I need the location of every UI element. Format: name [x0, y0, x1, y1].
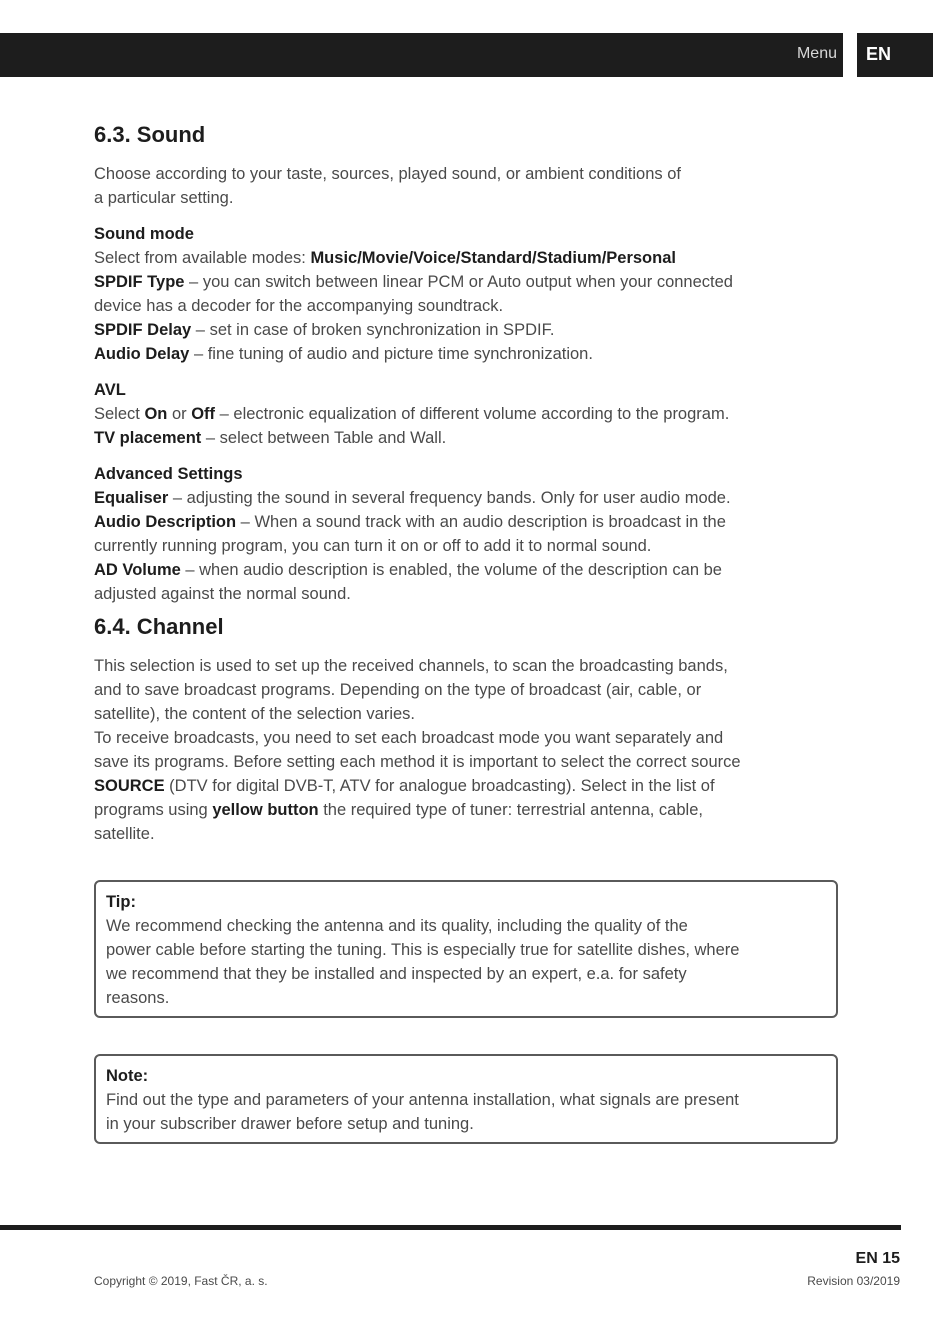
note-line: Find out the type and parameters of your antenna installation, what signals are present — [106, 1091, 739, 1109]
text-run: – adjusting the sound in several frequency bands. Only for user audio mode. — [168, 489, 731, 507]
paragraph-line: To receive broadcasts, you need to set each broadcast mode you want separately and — [94, 729, 724, 747]
term-on: On — [144, 405, 168, 423]
paragraph-line — [94, 270, 829, 294]
term-equaliser: Equaliser — [94, 489, 169, 507]
footer-copyright: Copyright © 2019, Fast ČR, a. s. — [94, 1274, 268, 1288]
paragraph-line — [94, 486, 829, 510]
term-yellow-button: yellow button — [212, 801, 319, 819]
page-content — [94, 122, 829, 846]
header-menu-label: Menu — [796, 45, 837, 62]
tip-box — [94, 880, 838, 1018]
term-spdif-type: SPDIF Type — [94, 273, 185, 291]
tip-line: power cable before starting the tuning. This is especially true for satellite dishes, where — [106, 941, 740, 959]
tip-line: we recommend that they be installed and inspected by an expert, e.a. for safety — [106, 965, 687, 983]
subheading-avl: AVL — [94, 381, 126, 399]
section-heading-channel: 6.4. Channel — [94, 614, 224, 639]
subheading-sound-mode: Sound mode — [94, 225, 194, 243]
paragraph-line — [94, 558, 829, 582]
text-run: the required type of tuner: terrestrial antenna, cable, — [318, 801, 703, 819]
paragraph-line — [94, 510, 829, 534]
term-audio-delay: Audio Delay — [94, 345, 190, 363]
tip-line: reasons. — [106, 989, 170, 1007]
paragraph-line — [94, 246, 829, 270]
term-off: Off — [191, 405, 216, 423]
text-run: (DTV for digital DVB-T, ATV for analogue broadcasting). Select in the list of — [164, 777, 715, 795]
note-line: in your subscriber drawer before setup and tuning. — [106, 1115, 474, 1133]
text-run: – select between Table and Wall. — [201, 429, 447, 447]
term-source: SOURCE — [94, 777, 165, 795]
text-run: – electronic equalization of different volume according to the program. — [215, 405, 730, 423]
paragraph-line — [94, 402, 829, 426]
note-title: Note: — [106, 1067, 149, 1085]
tip-title: Tip: — [106, 893, 136, 911]
text-run: – When a sound track with an audio description is broadcast in the — [236, 513, 726, 531]
paragraph-line: save its programs. Before setting each method it is important to select the correct source — [94, 753, 741, 771]
paragraph-line — [94, 798, 829, 822]
paragraph-line: adjusted against the normal sound. — [94, 585, 351, 603]
text-run: programs using — [94, 801, 213, 819]
paragraph-line: satellite. — [94, 825, 155, 843]
tip-line: We recommend checking the antenna and its quality, including the quality of the — [106, 917, 688, 935]
text-run: Select from available modes: — [94, 249, 311, 267]
paragraph-line: This selection is used to set up the received channels, to scan the broadcasting bands, — [94, 657, 728, 675]
paragraph-line: and to save broadcast programs. Depending on the type of broadcast (air, cable, or — [94, 681, 702, 699]
paragraph-line: device has a decoder for the accompanying soundtrack. — [94, 297, 504, 315]
sound-mode-options: Music/Movie/Voice/Standard/Stadium/Personal — [310, 249, 676, 267]
page-number: EN 15 — [855, 1250, 900, 1267]
paragraph-line: Choose according to your taste, sources, played sound, or ambient conditions of — [94, 165, 682, 183]
term-ad-volume: AD Volume — [94, 561, 181, 579]
text-run: – you can switch between linear PCM or Auto output when your connected — [184, 273, 733, 291]
term-audio-description: Audio Description — [94, 513, 237, 531]
text-run: – when audio description is enabled, the volume of the description can be — [180, 561, 722, 579]
paragraph-line — [94, 774, 829, 798]
paragraph-line: a particular setting. — [94, 189, 234, 207]
footer-divider — [0, 1225, 901, 1230]
text-run: Select — [94, 405, 145, 423]
text-run: – set in case of broken synchronization in SPDIF. — [191, 321, 555, 339]
text-run: or — [167, 405, 192, 423]
note-box — [94, 1054, 838, 1144]
paragraph-line — [94, 318, 829, 342]
header-bar — [0, 33, 843, 77]
text-run: – fine tuning of audio and picture time synchronization. — [189, 345, 593, 363]
paragraph-line — [94, 342, 829, 366]
subheading-advanced-settings: Advanced Settings — [94, 465, 243, 483]
term-spdif-delay: SPDIF Delay — [94, 321, 192, 339]
revision-label: Revision 03/2019 — [807, 1274, 900, 1288]
paragraph-line — [94, 426, 829, 450]
paragraph-line: satellite), the content of the selection varies. — [94, 705, 416, 723]
language-tab: EN — [857, 33, 933, 77]
term-tv-placement: TV placement — [94, 429, 202, 447]
section-heading-sound: 6.3. Sound — [94, 122, 206, 147]
paragraph-line: currently running program, you can turn it on or off to add it to normal sound. — [94, 537, 652, 555]
